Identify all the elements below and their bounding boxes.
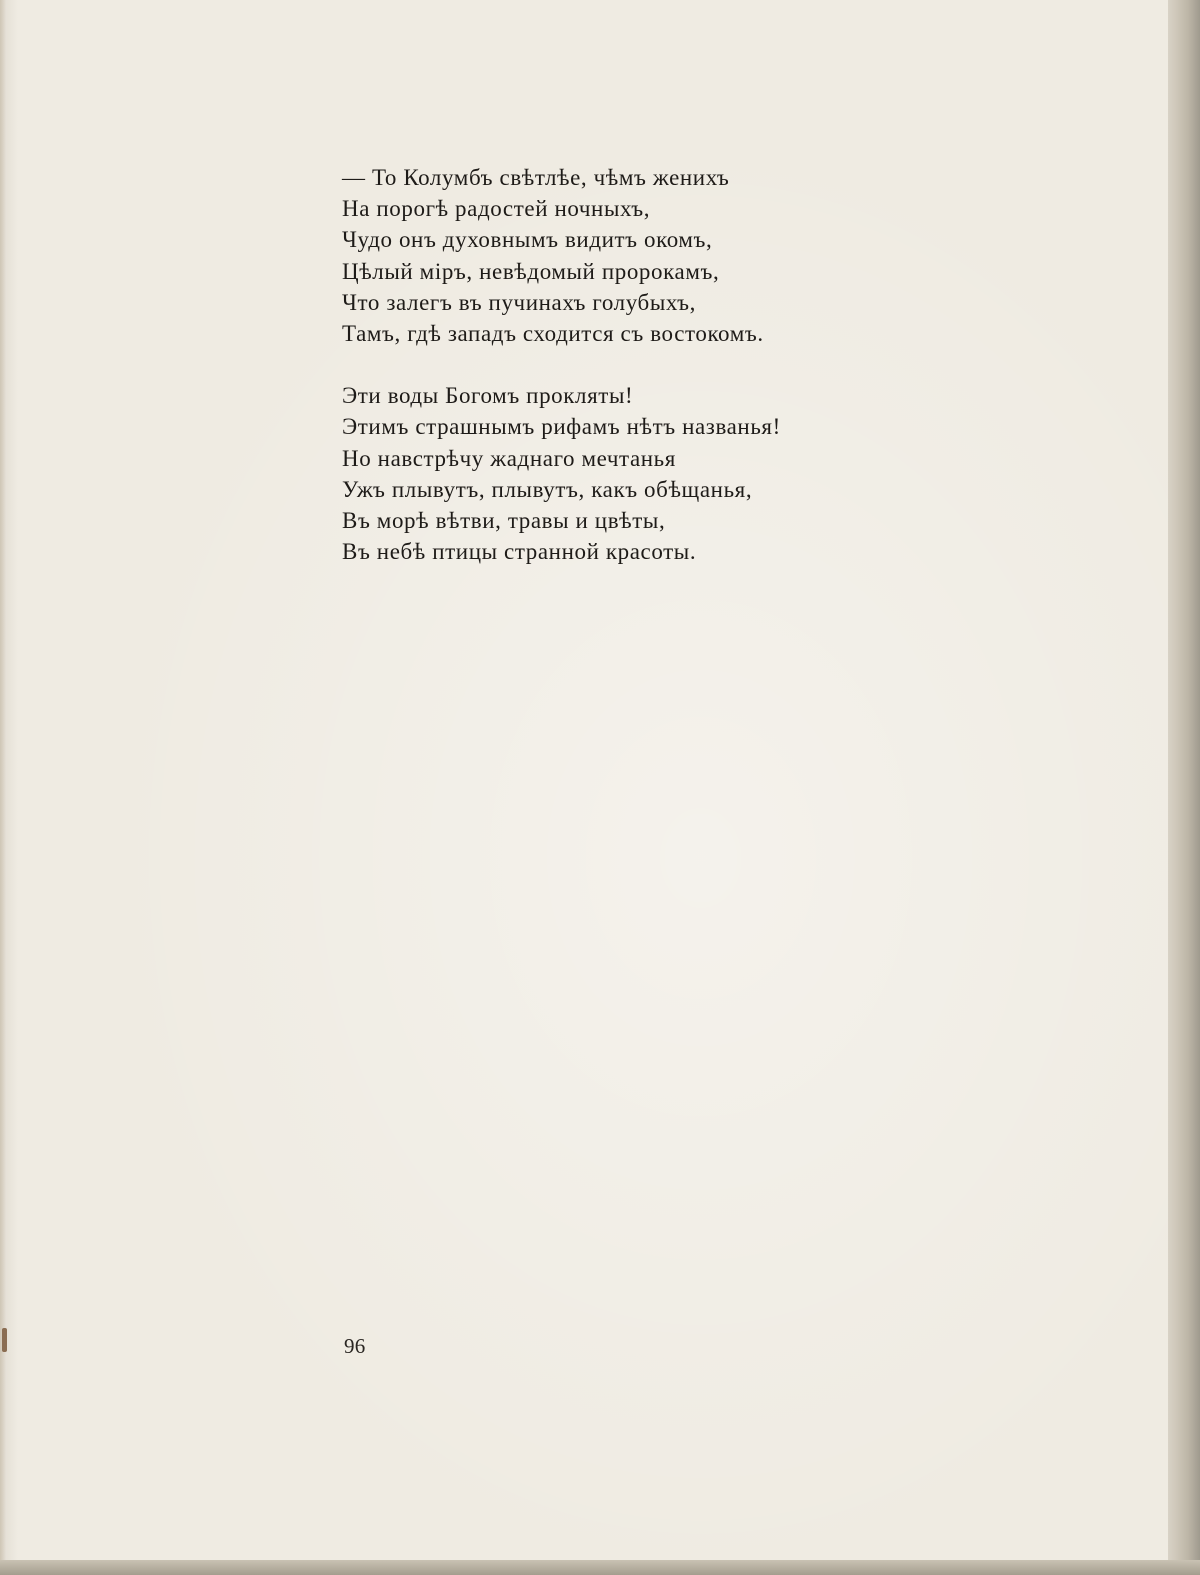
- page-bottom-edge: [0, 1560, 1200, 1575]
- poem-line: Ужъ плывутъ, плывутъ, какъ обѣщанья,: [342, 476, 753, 502]
- poem-line: Въ морѣ вѣтви, травы и цвѣты,: [342, 508, 666, 534]
- poem-line: Эти воды Богомъ прокляты!: [342, 383, 634, 409]
- poem-line: Тамъ, гдѣ западъ сходится съ востокомъ.: [342, 321, 764, 347]
- page-stack-edge: [1168, 0, 1200, 1575]
- poem-line: — То Колумбъ свѣтлѣе, чѣмъ женихъ: [342, 165, 730, 190]
- poem-line: Этимъ страшнымъ рифамъ нѣтъ названья!: [342, 414, 781, 440]
- paper-stain: [2, 1328, 7, 1352]
- poem-line: Чудо онъ духовнымъ видитъ окомъ,: [342, 227, 713, 253]
- stanza-1: [342, 162, 942, 349]
- poem-line: Что залегъ въ пучинахъ голубыхъ,: [342, 289, 696, 315]
- stanza-2: [342, 380, 942, 567]
- page-number: 96: [344, 1334, 366, 1358]
- poem-line: Въ небѣ птицы странной красоты.: [342, 539, 697, 565]
- poem-text: [342, 162, 942, 567]
- page-gutter-shadow: [0, 0, 6, 1560]
- poem-line: Но навстрѣчу жаднаго мечтанья: [342, 445, 676, 471]
- poem-line: Цѣлый міръ, невѣдомый пророкамъ,: [342, 258, 720, 284]
- poem-line: На порогѣ радостей ночныхъ,: [342, 196, 651, 222]
